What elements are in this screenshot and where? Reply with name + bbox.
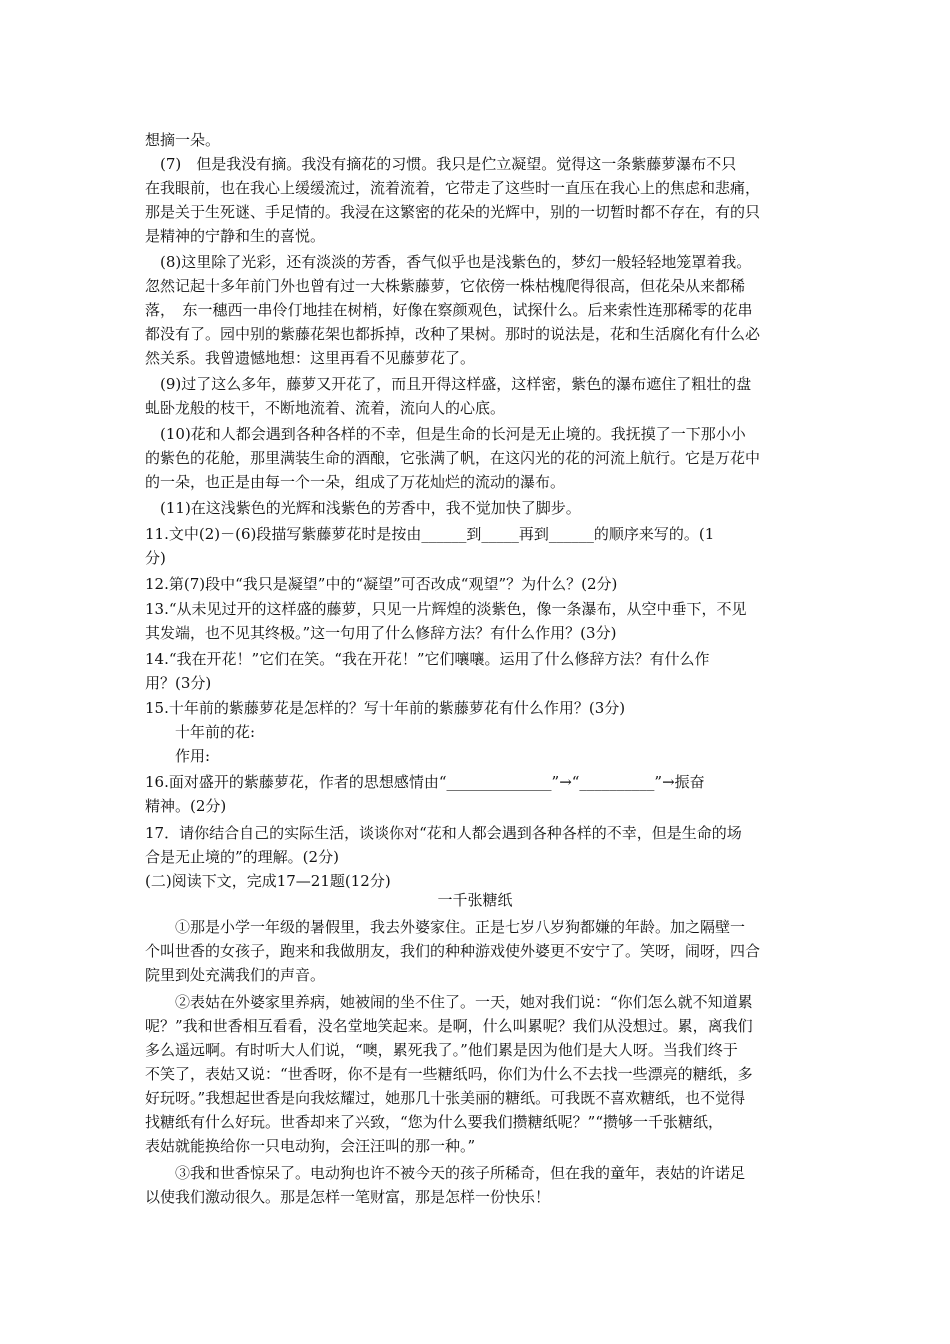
text-line: ③我和世香惊呆了。电动狗也许不被今天的孩子所稀奇，但在我的童年，表姑的许诺足 xyxy=(145,1164,746,1182)
text-line: 忽然记起十多年前门外也曾有过一大株紫藤萝，它依傍一株枯槐爬得很高，但花朵从来都稀 xyxy=(145,277,746,295)
question-12: 12.第(7)段中“我只是凝望”中的“凝望”可否改成“观望”？为什么？(2分) xyxy=(145,575,618,593)
section-heading: (二)阅读下文，完成17—21题(12分) xyxy=(145,872,391,890)
text-line: 找糖纸有什么好玩。世香却来了兴致，“您为什么要我们攒糖纸呢？”“攒够一千张糖纸， xyxy=(145,1113,724,1131)
text-line: 想摘一朵。 xyxy=(145,131,221,149)
text-line: ②表姑在外婆家里养病，她被闹的坐不住了。一天，她对我们说：“你们怎么就不知道累 xyxy=(145,993,753,1011)
text-line: 落， 东一穗西一串伶仃地挂在树梢，好像在察颜观色，试探什么。后来索性连那稀零的花串 xyxy=(145,301,753,319)
text-line: (10)花和人都会遇到各种各样的不幸，但是生命的长河是无止境的。我抚摸了一下那小小 xyxy=(145,425,746,443)
text-line: (7) 但是我没有摘。我没有摘花的习惯。我只是伫立凝望。觉得这一条紫藤萝瀑布不只 xyxy=(145,155,737,173)
question-14: 14.“我在开花！”它们在笑。“我在开花！”它们嚷嚷。运用了什么修辞方法？有什么作 xyxy=(145,650,710,668)
text-line: 不笑了，表姑又说：“世香呀，你不是有一些糖纸吗，你们为什么不去找一些漂亮的糖纸，多 xyxy=(145,1065,753,1083)
text-line: 合是无止境的”的理解。(2分) xyxy=(145,848,339,866)
text-line: 的一朵，也正是由每一个一朵，组成了万花灿烂的流动的瀑布。 xyxy=(145,473,566,491)
text-line: (11)在这浅紫色的光辉和浅紫色的芳香中，我不觉加快了脚步。 xyxy=(145,499,581,517)
text-line: 个叫世香的女孩子，跑来和我做朋友，我们的种种游戏使外婆更不安宁了。笑呀，闹呀，四合 xyxy=(145,942,761,960)
text-line: 分) xyxy=(145,549,166,567)
text-line: 虬卧龙般的枝干，不断地流着、流着，流向人的心底。 xyxy=(145,399,506,417)
question-15: 15.十年前的紫藤萝花是怎样的？写十年前的紫藤萝花有什么作用？(3分) xyxy=(145,699,626,717)
answer-label: 十年前的花: xyxy=(145,723,256,741)
text-line: 那是关于生死谜、手足情的。我浸在这繁密的花朵的光辉中，别的一切暂时都不存在，有的只 xyxy=(145,203,761,221)
answer-label: 作用: xyxy=(145,747,211,765)
text-line: 然关系。我曾遗憾地想：这里再看不见藤萝花了。 xyxy=(145,349,476,367)
text-line: 好玩呀。”我想起世香是向我炫耀过，她那几十张美丽的糖纸。可我既不喜欢糖纸，也不觉得 xyxy=(145,1089,746,1107)
text-line: 都没有了。园中别的紫藤花架也都拆掉，改种了果树。那时的说法是，花和生活腐化有什么必 xyxy=(145,325,761,343)
text-line: (8)这里除了光彩，还有淡淡的芳香，香气似乎也是浅紫色的，梦幻一般轻轻地笼罩着我。 xyxy=(145,253,752,271)
text-line: (9)过了这么多年，藤萝又开花了，而且开得这样盛，这样密，紫色的瀑布遮住了粗壮的盘 xyxy=(145,375,752,393)
text-line: 多么遥远啊。有时听大人们说，“噢，累死我了。”他们累是因为他们是大人呀。当我们终于 xyxy=(145,1041,738,1059)
text-line: 表姑就能换给你一只电动狗，会汪汪叫的那一种。” xyxy=(145,1137,476,1155)
question-13: 13.“从未见过开的这样盛的藤萝，只见一片辉煌的淡紫色，像一条瀑布，从空中垂下，不见 xyxy=(145,600,747,618)
question-17: 17．请你结合自己的实际生活，谈谈你对“花和人都会遇到各种各样的不幸，但是生命的场 xyxy=(145,824,742,842)
text-line: 的紫色的花舱，那里满装生命的酒酿，它张满了帆，在这闪光的花的河流上航行。它是万花中 xyxy=(145,449,761,467)
text-line: 是精神的宁静和生的喜悦。 xyxy=(145,227,326,245)
text-line: 院里到处充满我们的声音。 xyxy=(145,966,326,984)
text-line: 呢？”我和世香相互看看，没名堂地笑起来。是啊，什么叫累呢？我们从没想过。累，离我们 xyxy=(145,1017,753,1035)
question-11: 11.文中(2)－(6)段描写紫藤萝花时是按由______到_____再到______的顺序来写的。(1 xyxy=(145,525,715,543)
question-16: 16.面对盛开的紫藤萝花，作者的思想感情由“______________”→“__________”→振奋 xyxy=(145,773,705,791)
text-line: 以使我们激动很久。那是怎样一笔财富，那是怎样一份快乐！ xyxy=(145,1188,551,1206)
text-line: 精神。(2分) xyxy=(145,797,227,815)
text-line: ①那是小学一年级的暑假里，我去外婆家住。正是七岁八岁狗都嫌的年龄。加之隔壁一 xyxy=(145,918,746,936)
text-line: 用？(3分) xyxy=(145,674,212,692)
story-title: 一千张糖纸 xyxy=(437,891,513,909)
text-line: 其发端，也不见其终极。”这一句用了什么修辞方法？有什么作用？(3分) xyxy=(145,624,617,642)
text-line: 在我眼前，也在我心上缓缓流过，流着流着，它带走了这些时一直压在我心上的焦虑和悲痛， xyxy=(145,179,761,197)
